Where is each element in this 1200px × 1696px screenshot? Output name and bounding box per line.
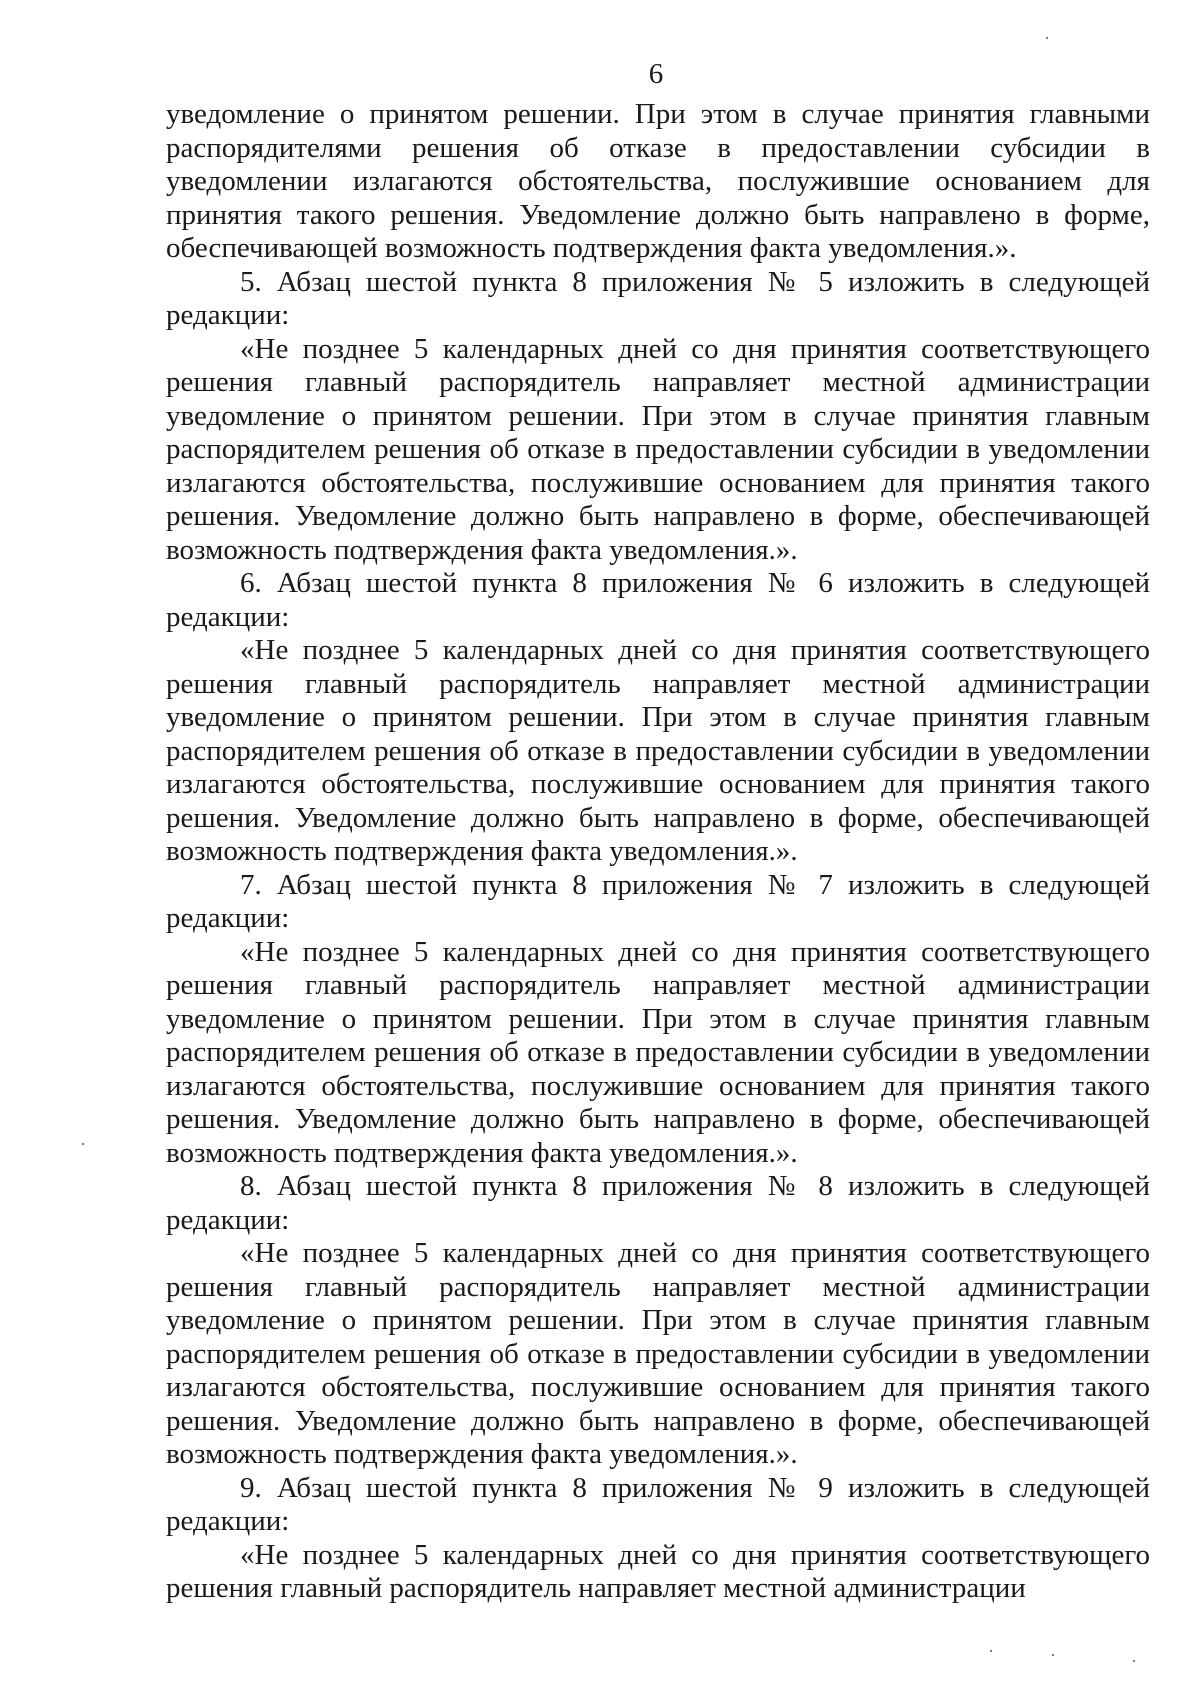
scan-speck <box>1133 1660 1135 1662</box>
amendment-item-7: 7. Абзац шестой пункта 8 приложения № 7 изложить в следующей редакции: <box>166 868 1150 934</box>
scan-speck <box>1046 37 1048 39</box>
amendment-item-6: 6. Абзац шестой пункта 8 приложения № 6 изложить в следующей редакции: <box>166 567 1150 633</box>
quoted-text-9: «Не позднее 5 календарных дней со дня принятия соответствующего решения главный распорядитель направляет местной администрации <box>166 1538 1150 1604</box>
amendment-item-9: 9. Абзац шестой пункта 8 приложения № 9 изложить в следующей редакции: <box>166 1471 1150 1537</box>
scan-speck <box>990 1650 992 1652</box>
amendment-item-8: 8. Абзац шестой пункта 8 приложения № 8 изложить в следующей редакции: <box>166 1170 1150 1236</box>
amendment-item-5: 5. Абзац шестой пункта 8 приложения № 5 изложить в следующей редакции: <box>166 265 1150 331</box>
paragraph-continuation: уведомление о принятом решении. При этом в случае принятия главными распорядителями решения об отказе в предоставлении субсидии в уведомлении излагаются обстоятельства, послужившие основанием для принятия такого решения. Уведомление должно быть направлено в форме, обеспечивающей возможность подтверждения факта уведомления.». <box>166 98 1150 264</box>
document-body <box>166 98 1150 1606</box>
quoted-text-7: «Не позднее 5 календарных дней со дня принятия соответствующего решения главный распорядитель направляет местной администрации уведомление о принятом решении. При этом в случае принятия главным распорядителем решения об отказе в предоставлении субсидии в уведомлении излагаются обстоятельства, послужившие основанием для принятия такого решения. Уведомление должно быть направлено в форме, обеспечивающей возможность подтверждения факта уведомления.». <box>166 935 1150 1169</box>
scan-speck <box>1052 1654 1054 1656</box>
quoted-text-5: «Не позднее 5 календарных дней со дня принятия соответствующего решения главный распорядитель направляет местной администрации уведомление о принятом решении. При этом в случае принятия главным распорядителем решения об отказе в предоставлении субсидии в уведомлении излагаются обстоятельства, послужившие основанием для принятия такого решения. Уведомление должно быть направлено в форме, обеспечивающей возможность подтверждения факта уведомления.». <box>166 332 1150 566</box>
quoted-text-6: «Не позднее 5 календарных дней со дня принятия соответствующего решения главный распорядитель направляет местной администрации уведомление о принятом решении. При этом в случае принятия главным распорядителем решения об отказе в предоставлении субсидии в уведомлении излагаются обстоятельства, послужившие основанием для принятия такого решения. Уведомление должно быть направлено в форме, обеспечивающей возможность подтверждения факта уведомления.». <box>166 634 1150 867</box>
scan-speck <box>82 1143 84 1145</box>
page-number: 6 <box>648 58 664 90</box>
quoted-text-8: «Не позднее 5 календарных дней со дня принятия соответствующего решения главный распорядитель направляет местной администрации уведомление о принятом решении. При этом в случае принятия главным распорядителем решения об отказе в предоставлении субсидии в уведомлении излагаются обстоятельства, послужившие основанием для принятия такого решения. Уведомление должно быть направлено в форме, обеспечивающей возможность подтверждения факта уведомления.». <box>166 1237 1150 1470</box>
